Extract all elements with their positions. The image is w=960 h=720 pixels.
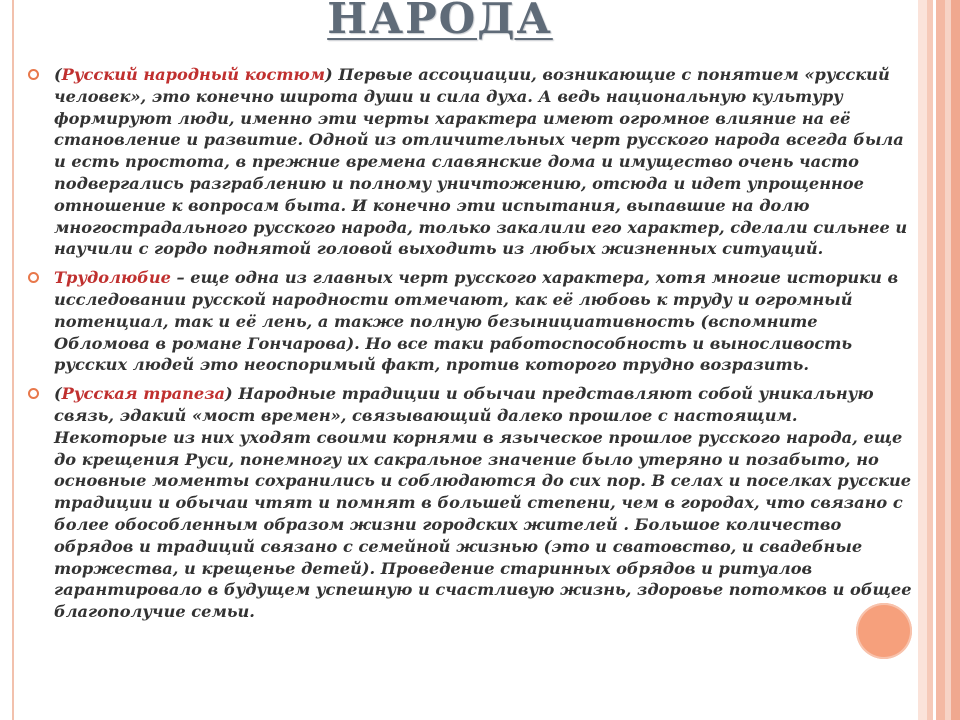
right-decor-stripe bbox=[918, 0, 927, 720]
ring-bullet-icon bbox=[28, 69, 39, 80]
right-decor-stripe bbox=[936, 0, 945, 720]
slide-title: НАРОДА bbox=[327, 0, 553, 43]
right-decor-stripe bbox=[951, 0, 960, 720]
bullet-paragraph-diligence bbox=[28, 267, 916, 376]
paragraph-text: Народные традиции и обычаи представляют собой уникальную связь, эдакий «мост времен», связывающий далеко прошлое с настоящим. Некоторые из них уходят своими корнями в языческое прошлое русского народа, еще до крещения Руси, понемногу их сакральное значение было утеряно и позабыто, но основные моменты сохранились и соблюдаются до сих пор. В селах и поселках русские традиции и обычаи чтят и помнят в большей степени, чем в городах, что связано с более обособленным образом жизни городских жителей . Большое количество обрядов и традиций связано с семейной жизнью (это и сватовство, и свадебные торжества, и крещенье детей). Проведение старинных обрядов и ритуалов гарантировало в будущем успешную и счастливую жизнь, здоровье потомков и общее благополучие семьи. bbox=[54, 384, 912, 622]
open-paren: ( bbox=[54, 65, 62, 84]
open-paren: ( bbox=[54, 384, 62, 404]
left-border-line bbox=[12, 0, 14, 720]
close-paren: ) bbox=[325, 65, 333, 84]
ring-bullet-icon bbox=[28, 388, 39, 399]
costume-highlight: Русский народный костюм bbox=[61, 65, 326, 84]
orange-circle-decor bbox=[856, 603, 912, 659]
diligence-highlight: Трудолюбие bbox=[54, 268, 171, 288]
close-paren: ) bbox=[225, 384, 233, 404]
bullet-paragraph-costume bbox=[28, 64, 916, 260]
meal-highlight: Русская трапеза bbox=[61, 384, 226, 404]
paragraph-text: – еще одна из главных черт русского характера, хотя многие историки в исследовании русской народности отмечают, как её любовь к труду и огромный потенциал, так и её лень, а также полную безынициативность (вспомните Обломова в романе Гончарова). Но все таки работоспособность и выносливость русских людей это неоспоримый факт, против которого трудно возразить. bbox=[54, 268, 899, 375]
paragraph-text: Первые ассоциации, возникающие с понятием «русский человек», это конечно широта души и сила духа. А ведь национальную культуру формируют люди, именно эти черты характера имеют огромное влияние на её становление и развитие. Одной из отличительных черт русского народа всегда была и есть простота, в прежние времена славянские дома и имущество очень часто подвергались разграблению и полному уничтожению, отсюда и идет упрощенное отношение к вопросам быта. И конечно эти испытания, выпавшие на долю многострадального русского народа, только закалили его характер, сделали сильнее и научили с гордо поднятой головой выходить из любых жизненных ситуаций. bbox=[54, 65, 908, 259]
ring-bullet-icon bbox=[28, 272, 39, 283]
slide-body bbox=[28, 64, 916, 630]
bullet-paragraph-meal bbox=[28, 383, 916, 623]
